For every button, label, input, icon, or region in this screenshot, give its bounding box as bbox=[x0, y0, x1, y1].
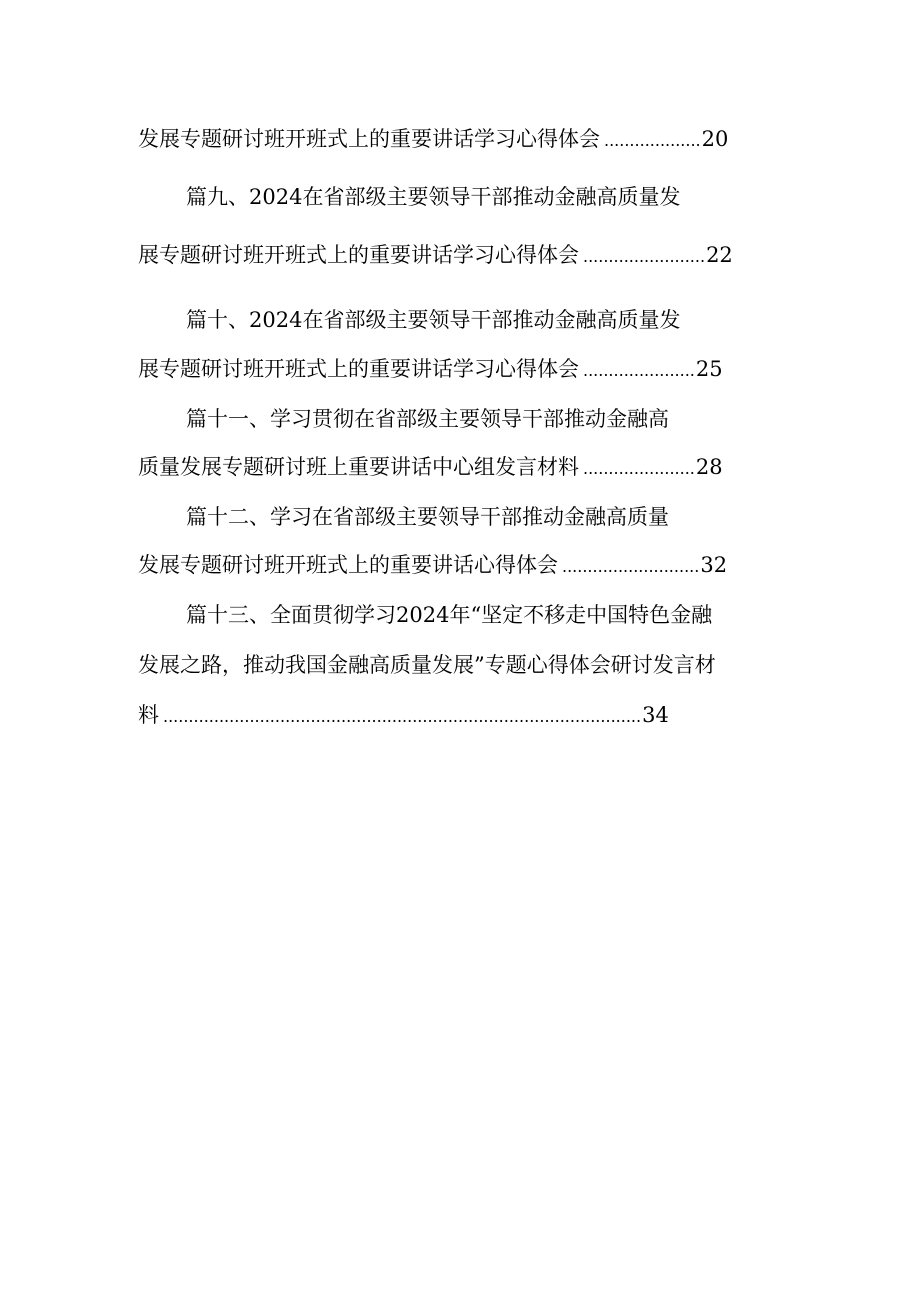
toc-entry-line bbox=[138, 700, 669, 730]
toc-leader-dots: ...................... bbox=[583, 361, 695, 380]
toc-page-number: 20 bbox=[701, 127, 729, 151]
toc-entry-text: 质量发展专题研讨班上重要讲话中心组发言材料 bbox=[138, 455, 579, 479]
toc-entry-title: 篇十三、全面贯彻学习2024年“坚定不移走中国特色金融 bbox=[186, 603, 713, 627]
toc-entry-title: 篇十一、学习贯彻在省部级主要领导干部推动金融高 bbox=[186, 407, 669, 431]
toc-entry-line bbox=[138, 452, 723, 482]
toc-entry-title: 篇十、2024在省部级主要领导干部推动金融高质量发 bbox=[186, 308, 681, 332]
toc-page-number: 28 bbox=[695, 455, 723, 479]
toc-page-number: 25 bbox=[695, 357, 723, 381]
toc-leader-dots: ........................ bbox=[583, 247, 706, 266]
toc-entry-title: 篇九、2024在省部级主要领导干部推动金融高质量发 bbox=[186, 185, 681, 209]
toc-entry-line bbox=[186, 404, 669, 434]
toc-entry-line bbox=[186, 502, 669, 532]
toc-entry-line bbox=[138, 240, 733, 270]
toc-entry-line bbox=[186, 600, 712, 630]
toc-entry-line bbox=[138, 650, 716, 680]
toc-page-number: 32 bbox=[700, 553, 728, 577]
toc-entry-text: 发展之路，推动我国金融高质量发展”专题心得体会研讨发言材 bbox=[138, 653, 716, 677]
toc-leader-dots: .............................................................................................. bbox=[163, 707, 642, 726]
toc-entry-line bbox=[186, 305, 680, 335]
toc-page-number: 22 bbox=[706, 243, 733, 267]
toc-entry-line bbox=[138, 354, 723, 384]
toc-leader-dots: ...................... bbox=[583, 459, 695, 478]
toc-leader-dots: ................... bbox=[604, 131, 701, 150]
toc-entry-line bbox=[138, 124, 728, 154]
toc-entry-text: 展专题研讨班开班式上的重要讲话学习心得体会 bbox=[138, 243, 579, 267]
toc-entry-line bbox=[186, 182, 680, 212]
toc-entry-text: 展专题研讨班开班式上的重要讲话学习心得体会 bbox=[138, 357, 579, 381]
toc-entry-line bbox=[138, 550, 727, 580]
toc-entry-text: 料 bbox=[138, 703, 159, 727]
toc-leader-dots: ........................... bbox=[562, 557, 700, 576]
toc-entry-title: 篇十二、学习在省部级主要领导干部推动金融高质量 bbox=[186, 505, 669, 529]
toc-page-number: 34 bbox=[642, 703, 669, 727]
toc-entry-text: 发展专题研讨班开班式上的重要讲话学习心得体会 bbox=[138, 127, 600, 151]
toc-entry-text: 发展专题研讨班开班式上的重要讲话心得体会 bbox=[138, 553, 558, 577]
